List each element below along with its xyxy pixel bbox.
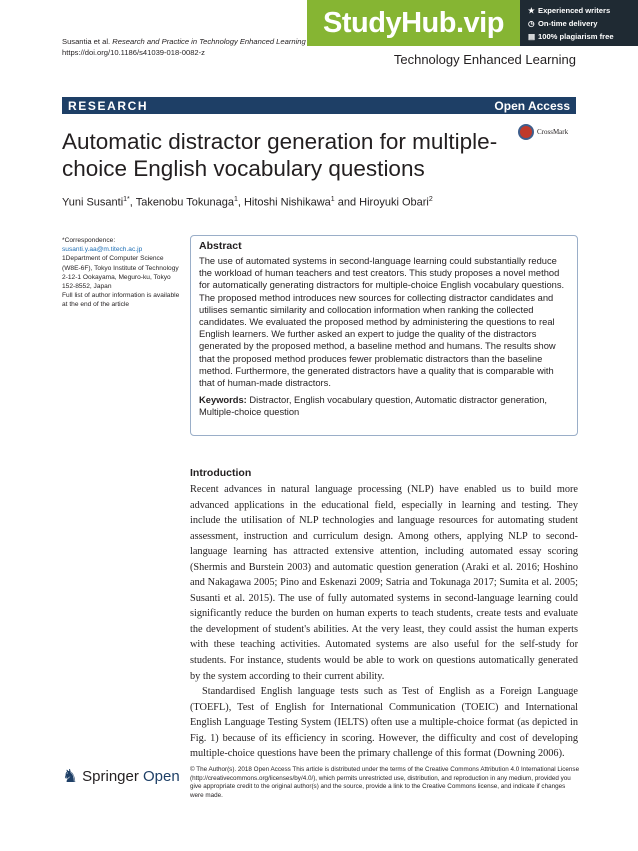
ad-feature-item: ★ Experienced writers bbox=[528, 6, 611, 15]
journal-name: Technology Enhanced Learning bbox=[393, 52, 576, 67]
ad-feature-item: ◷ On-time delivery bbox=[528, 19, 598, 28]
doi-link[interactable]: https://doi.org/10.1186/s41039-018-0082-z bbox=[62, 48, 205, 57]
article-type-label: RESEARCH bbox=[68, 98, 149, 113]
author-list: Yuni Susanti$^{1*}$, Takenobu Tokunaga$^1$, Hitoshi Nishikawa$^1$ and Hiroyuki Obari$^2$ bbox=[62, 196, 433, 209]
clock-icon: ◷ bbox=[528, 19, 535, 28]
document-icon: ▤ bbox=[528, 32, 536, 41]
citation-journal: Research and Practice in Technology Enhanced Learning bbox=[112, 37, 306, 46]
springer-horse-icon: ♞ bbox=[62, 766, 79, 786]
open-access-label: Open Access bbox=[494, 98, 570, 113]
citation-authors: Susantia et al. bbox=[62, 37, 111, 46]
article-type-bar bbox=[62, 97, 576, 114]
author-info-note: Full list of author information is available at the end of the article bbox=[62, 292, 180, 309]
correspondence-email[interactable]: susanti.y.aa@m.titech.ac.jp bbox=[62, 246, 143, 254]
abstract-body: The use of automated systems in second-language learning could substantially reduce the workload of human teachers and test creators. This study proposes a novel method for automatically generating distractors for multiple-choice English vocabulary questions. The proposed method introduces new sources for collecting distractor candidates and utilises semantic similarity and collocation information when ranking the collected candidates. We evaluated the proposed method by administering the questions to real English learners. We further asked an expert to judge the quality of the distractors generated by the proposed method, a baseline method and humans. The results show that the proposed method produces fewer problematic distractors than the baseline method. Furthermore, the generated distractors have a quality that is comparable with that of human-made distractors. bbox=[199, 256, 565, 389]
abstract-heading: Abstract bbox=[199, 240, 242, 252]
license-notice: © The Author(s). 2018 Open Access This article is distributed under the terms of the Creative Commons Attribution 4.0 International License (http://creativecommons.org/licenses/by/4.0/), which permits unrestricted use, distribution, and reproduction in any medium, provided you give appropriate credit to the original author(s) and the source, provide a link to the Creative Commons license, and indicate if changes were made. bbox=[190, 766, 580, 799]
publisher-name: Springer Open bbox=[82, 768, 180, 785]
keywords bbox=[199, 394, 569, 418]
citation-line bbox=[62, 36, 319, 47]
paragraph: Standardised English language tests such as Test of English as a Foreign Language (TOEFL), Test of English for International Communication (TOEIC) and International English Language Testing System (IELTS) often use a multiple-choice format (as depicted in Fig. 1) because of its efficiency in scoring. However, the difficulty and cost of developing multiple-choice questions have been the primary challenge of this format (Downing 2006). bbox=[190, 686, 578, 760]
abstract-box bbox=[190, 235, 578, 436]
section-heading-introduction: Introduction bbox=[190, 467, 252, 479]
keywords-text: Distractor, English vocabulary question, Automatic distractor generation, Multiple-choice question bbox=[199, 395, 547, 418]
ad-feature-item: ▤ 100% plagiarism free bbox=[528, 32, 614, 41]
crossmark-icon bbox=[518, 124, 534, 140]
keywords-label: Keywords: bbox=[199, 395, 247, 406]
correspondence-sidebar bbox=[62, 236, 180, 310]
ad-feature-list bbox=[520, 0, 638, 46]
article-title: Automatic distractor generation for multiple-choice English vocabulary questions bbox=[62, 129, 498, 181]
crossmark-badge[interactable] bbox=[518, 124, 568, 140]
springer-open-logo bbox=[62, 766, 180, 787]
correspondence-label: *Correspondence: bbox=[62, 237, 116, 244]
affiliation: 1Department of Computer Science (W8E-6F), Tokyo Institute of Technology 2-12-1 Ookayama, Meguro-ku, Tokyo 152-8552, Japan bbox=[62, 255, 179, 291]
paragraph: Recent advances in natural language processing (NLP) have enabled us to build more advanced applications in the educational field, especially in learning and testing. They include the utilisation of NLP technologies and language resources for automating student assessment, instruction and curriculum design. Among others, applying NLP to second-language learning has attracted extensive attention, including automated essay scoring (Shermis and Burstein 2003) and automatic question generation (Araki et al. 2016; Hoshino and Nakagawa 2005; Pino and Eskenazi 2009; Satria and Tokunaga 2017; Sumita et al. 2005; Susanti et al. 2015). The use of fully automated systems in second-language learning could significantly reduce the burden on human experts to teach students, create tests and evaluate the development of student's abilities. At the very least, they could assist the human experts with these teaching activities. Automated systems are also useful for the self-study for students. For instance, students would be able to work on questions automatically generated by the system according to their current ability. bbox=[190, 484, 578, 682]
introduction-text bbox=[190, 482, 578, 762]
crossmark-label: CrossMark bbox=[537, 128, 569, 136]
ad-banner[interactable] bbox=[307, 0, 638, 46]
star-icon: ★ bbox=[528, 6, 535, 15]
ad-brand-logo[interactable]: StudyHub.vip bbox=[307, 0, 520, 46]
running-header bbox=[62, 36, 319, 58]
